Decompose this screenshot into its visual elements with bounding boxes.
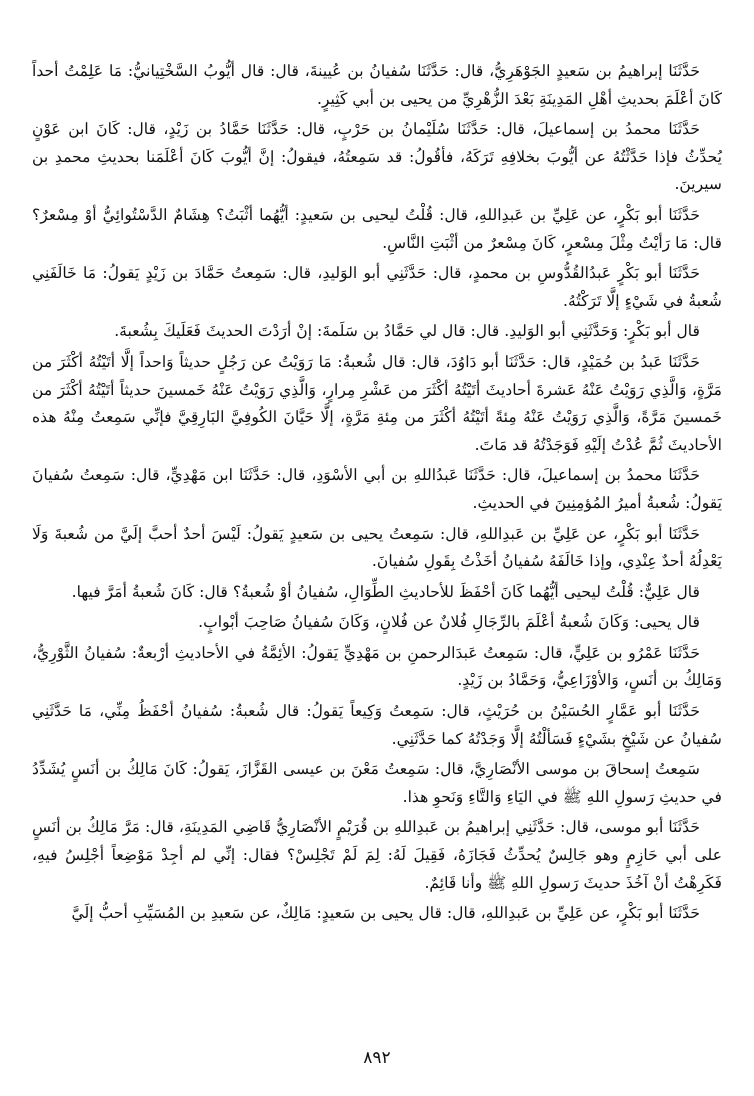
paragraph: حَدَّثَنَا أبو بَكْرٍ، عن عَلِيِّ بن عَبدِاللهِ، قال: قال يحيى بن سَعيدٍ: مَالِكٌ، عن سَعيدِ بن المُسَيِّبِ أحبُّ إلَيَّ [71, 904, 700, 923]
paragraph: حَدَّثَنَا أبو بَكْرٍ، عن عَلِيِّ بن عَبدِاللهِ، قال: سَمِعتُ يحيى بن سَعيدٍ يَقولُ: لَيْسَ أحدٌ أحبَّ إلَيَّ من شُعبةَ وَلَا يَعْدِلُهُ أحدٌ عِنْدِي، وإذا خَالَفَهُ سُفيانُ أخَذْتُ بِقَولِ سُفيانَ. [32, 524, 722, 571]
paragraph: حَدَّثَنَا أبو موسى، قال: حَدَّثَنِي إبراهيمُ بن عَبدِاللهِ بن قُرَيْمٍ الأنْصَارِيُّ قَاضِي المَدِينَةِ، قال: مَرَّ مَالِكُ بن أنَسٍ على أبي حَازِمٍ وهو جَالِسٌ يُحدِّثُ فَجَازَهُ، فَقِيلَ لَهُ: لِمَ لَمْ تَجْلِسْ؟ فقال: إنِّي لم أجِدْ مَوْضِعاً أجْلِسُ فيهِ، فَكَرِهْتُ أنْ آخُذَ حديثَ رَسولِ اللهِ ﷺ وأنا قَائِمٌ. [32, 818, 722, 892]
page-text-body [32, 58, 722, 931]
paragraph: حَدَّثَنَا أبو بَكْرٍ، عن عَلِيِّ بن عَبدِاللهِ، قال: قُلْتُ ليحيى بن سَعيدٍ: أيُّهُما أثْبَتُ؟ هِشَامٌ الدَّسْتُوائِيُّ أوْ مِسْعرٌ؟ قال: مَا رَأيْتُ مِثْلَ مِسْعرٍ، كَانَ مِسْعرٌ من أثْبَتِ النَّاسِ. [32, 205, 722, 252]
paragraph: قال عَلِيٌّ: قُلْتُ ليحيى أيُّهُما كَانَ أحْفَظَ للأحاديثِ الطِّوَالِ، سُفيانُ أوْ شُعبةُ؟ قال: كَانَ شُعبةُ أمَرَّ فيها. [71, 582, 700, 601]
page-number: ٨٩٢ [363, 1048, 391, 1068]
paragraph: سَمِعتُ إسحاقَ بن موسى الأنْصَارِيَّ، قال: سَمِعتُ مَعْنَ بن عيسى القَزَّازَ، يَقولُ: كَانَ مَالِكُ بن أنَسٍ يُشَدِّدُ في حديثِ رَسولِ اللهِ ﷺ في اليَاءِ وَالتَّاءِ وَنَحوِ هذا. [32, 760, 722, 806]
paragraph: قال يحيى: وَكَانَ شُعبةُ أعْلَمَ بالرِّجَالِ فُلانٌ عن فُلانٍ، وَكَانَ سُفيانُ صَاحِبَ أبْوابٍ. [198, 613, 700, 632]
paragraph: حَدَّثَنَا عَبدُ بن حُمَيْدٍ، قال: حَدَّثَنَا أبو دَاوُدَ، قال: قال شُعبةُ: مَا رَوَيْتُ عن رَجُلٍ حديثاً وَاحداً إلَّا أتَيْتُهُ أكْثَرَ من مَرَّةٍ، وَالَّذِي رَوَيْتُ عَنْهُ عَشرةَ أحاديثَ أتَيْتُهُ أكْثَرَ من عَشْرِ مِرارٍ، وَالَّذِي رَوَيْتُ عَنْهُ خَمسينَ حديثاً أتَيْتُهُ أكْثَرَ من خَمسينَ مَرَّةً، وَالَّذِي رَوَيْتُ عَنْهُ مِئةً أتَيْتُهُ أكْثَرَ من مِئةِ مَرَّةٍ، إلَّا حَيَّانَ الكُوفِيَّ البَارِقِيَّ فإنِّي سَمِعتُ مِنْهُ هذه الأحاديثَ ثُمَّ عُدْتُ إلَيْهِ فَوَجَدْتُهُ قد مَاتَ. [32, 352, 722, 454]
paragraph: حَدَّثَنَا عَمْرُو بن عَلِيٍّ، قال: سَمِعتُ عَبدَالرحمنِ بن مَهْدِيٍّ يَقولُ: الأئِمَّةُ في الأحاديثِ أرْبعةٌ: سُفيانُ الثَّوْرِيُّ، وَمَالِكُ بن أنَسٍ، وَالأوْزَاعِيُّ، وَحَمَّادُ بن زَيْدٍ. [32, 643, 722, 690]
paragraph: حَدَّثَنَا أبو بَكْرٍ عَبدُالقُدُّوسِ بن محمدٍ، قال: حَدَّثَنِي أبو الوَليدِ، قال: سَمِعتُ حَمَّادَ بن زَيْدٍ يَقولُ: مَا خَالَفَنِي شُعبةُ في شَيْءٍ إلَّا تَرَكْتُهُ. [32, 264, 722, 310]
paragraph: حَدَّثَنَا إبراهيمُ بن سَعيدٍ الجَوْهَرِيُّ، قال: حَدَّثَنَا سُفيانُ بن عُيينةَ، قال: قال أيُّوبُ السَّخْتِيانيُّ: مَا عَلِمْتُ أحداً كَانَ أعْلَمَ بحديثِ أهْلِ المَدِينَةِ بَعْدَ الزُّهْرِيِّ من يحيى بن أبي كَثِيرٍ. [32, 62, 722, 108]
paragraph: حَدَّثَنَا محمدُ بن إسماعيلَ، قال: حَدَّثَنَا سُلَيْمانُ بن حَرْبٍ، قال: حَدَّثَنَا حَمَّادُ بن زَيْدٍ، قال: كَانَ ابن عَوْنٍ يُحدِّثُ فإذا حَدَّثْتُهُ عن أيُّوبَ بخلافِهِ تَرَكَهُ، فأقُولُ: قد سَمِعتُهُ، فيقولُ: إنَّ أيُّوبَ كَانَ أعْلَمَنا بحديثِ محمدِ بن سيرينَ. [32, 120, 722, 194]
paragraph: حَدَّثَنَا محمدُ بن إسماعيلَ، قال: حَدَّثَنَا عَبدُاللهِ بن أبي الأسْوَدِ، قال: حَدَّثَنَا ابن مَهْدِيٍّ، قال: سَمِعتُ سُفيانَ يَقولُ: شُعبةُ أميرُ المُؤمِنِينَ في الحديثِ. [32, 466, 722, 512]
paragraph: حَدَّثَنَا أبو عَمَّارٍ الحُسَيْنُ بن حُرَيْثٍ، قال: سَمِعتُ وَكِيعاً يَقولُ: قال شُعبةُ: سُفيانُ أحْفَظُ مِنِّي، مَا حَدَّثَنِي سُفيانُ عن شَيْخٍ بشَيْءٍ فَسَألْتُهُ إلَّا وَجَدْتُهُ كما حَدَّثَنِي. [32, 702, 722, 748]
paragraph: قال أبو بَكْرٍ: وَحَدَّثَنِي أبو الوَليدِ. قال: قال لي حَمَّادُ بن سَلَمةَ: إنْ أرَدْتَ الحديثَ فَعَلَيكَ بِشُعبةَ. [114, 322, 700, 341]
